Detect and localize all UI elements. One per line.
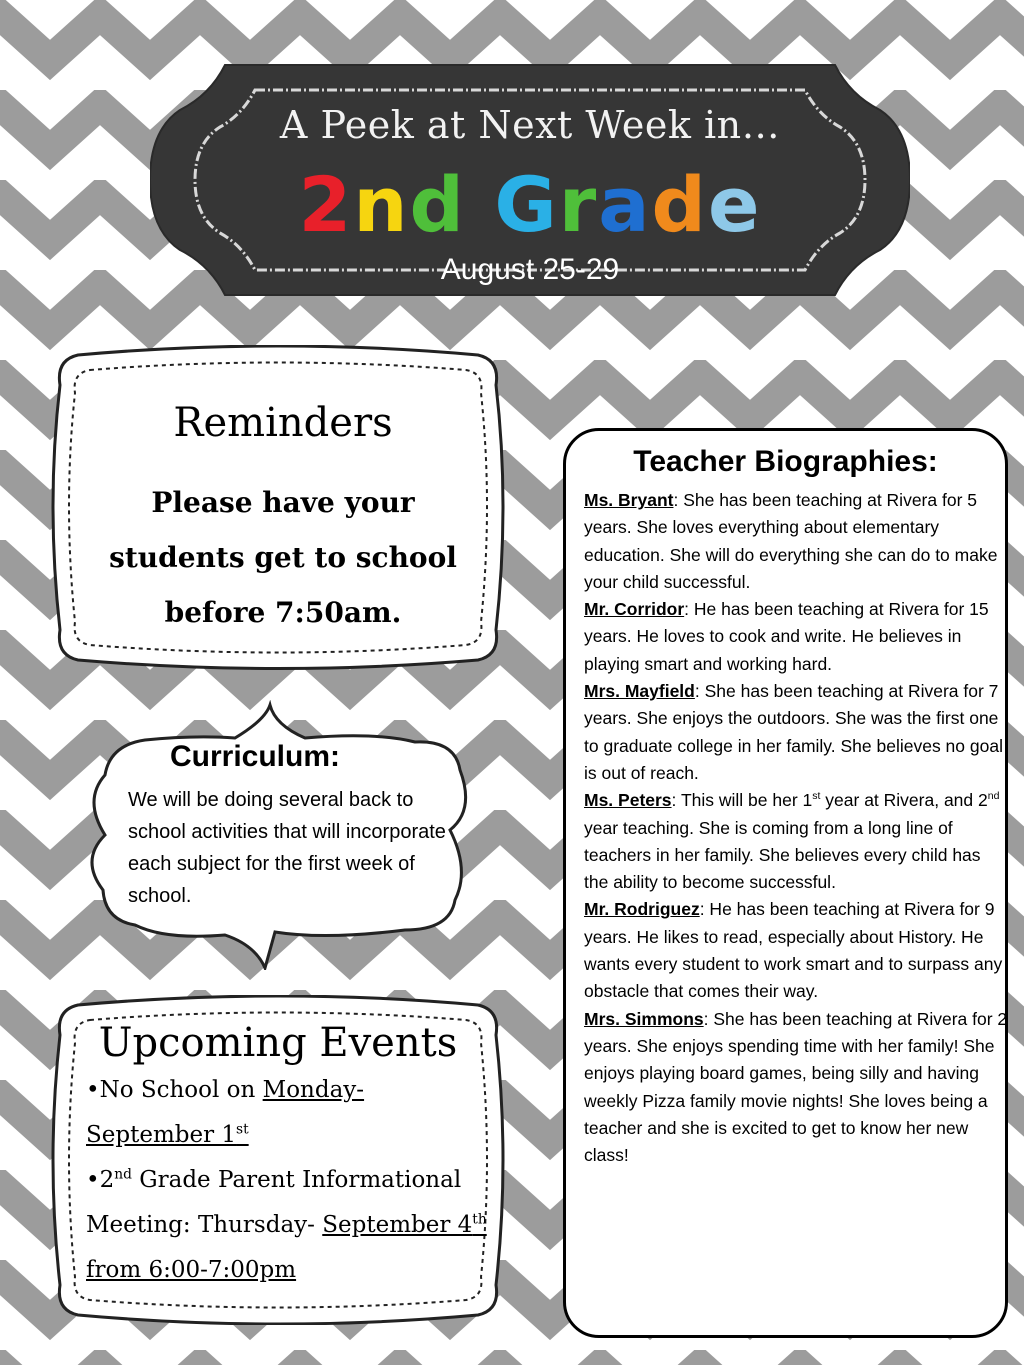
bio-name-peters: Ms. Peters — [584, 790, 672, 811]
event-2-time: from 6:00-7:00pm — [86, 1257, 297, 1283]
bio-text-bryant: : She has been teaching at Rivera for 5 years. She loves everything about elementary education. She will do everything she can do to make your child successful. — [584, 490, 998, 592]
bio-text-peters-a: : This will be her 1 — [671, 790, 813, 811]
event-1-text: •No School on — [86, 1077, 263, 1103]
event-parent-meeting — [86, 1158, 506, 1293]
grade-title — [150, 160, 910, 249]
grade-letter: r — [558, 160, 599, 249]
bio-text-peters-b: year at Rivera, and 2 — [820, 790, 988, 811]
grade-letter: d — [409, 160, 466, 249]
event-1-sup: st — [236, 1121, 249, 1138]
grade-letter — [466, 160, 494, 249]
events-title: Upcoming Events — [98, 1020, 458, 1066]
bio-text-rodriguez: : He has been teaching at Rivera for 9 years. He likes to read, especially about History. He wants every student to work smart and to surpass any obstacle that comes their way. — [584, 899, 1003, 1002]
week-date: August 25-29 — [440, 253, 620, 286]
event-1-date-b: September 1 — [86, 1122, 237, 1148]
bio-text-mayfield: : She has been teaching at Rivera for 7 years. She enjoys the outdoors. She was the first one to graduate college in her family. She believes no goal is out of reach. — [584, 681, 1003, 783]
bio-name-simmons: Mrs. Simmons — [584, 1008, 704, 1029]
reminders-frame — [48, 345, 508, 670]
event-no-school — [86, 1068, 506, 1158]
event-2-sup2: th — [472, 1211, 487, 1228]
bio-text-corridor: : He has been teaching at Rivera for 15 years. He loves to cook and write. He believes in playing smart and working hard. — [584, 599, 989, 674]
grade-letter: G — [494, 160, 559, 249]
grade-letter: n — [353, 160, 410, 249]
grade-letter: a — [598, 160, 652, 249]
bio-sup-peters-a: st — [812, 790, 821, 803]
bio-sup-peters-b: nd — [987, 790, 1000, 803]
bio-text-peters-c: year teaching. She is coming from a long line of teachers in her family. She believes every child has the ability to become successful. — [584, 817, 981, 893]
curriculum-body: We will be doing several back to school activities that will incorporate each subject for the first week of school. — [128, 789, 446, 907]
events-frame — [48, 995, 508, 1325]
bio-name-rodriguez: Mr. Rodriguez — [584, 899, 700, 920]
event-1-date-a: Monday- — [262, 1077, 365, 1103]
event-2-bullet: •2 — [86, 1167, 115, 1193]
teacher-bios-panel — [563, 428, 1008, 1338]
curriculum-cloud — [75, 700, 495, 970]
bio-name-bryant: Ms. Bryant — [584, 490, 674, 510]
header-subtitle: A Peek at Next Week in… — [279, 103, 781, 147]
bio-name-mayfield: Mrs. Mayfield — [584, 681, 695, 702]
reminders-body: Please have your students get to school before 7:50am. — [109, 486, 457, 629]
bio-text-simmons: : She has been teaching at Rivera for 2 years. She enjoys spending time with her family! She enjoys playing board games, being silly and having weekly Pizza family movie nights! She loves being a teacher and she is excited to get to know her new class! — [584, 1008, 1008, 1166]
curriculum-title: Curriculum: — [170, 740, 341, 773]
bio-name-corridor: Mr. Corridor — [584, 599, 685, 620]
grade-letter: 2 — [298, 160, 354, 249]
event-2-text: Grade Parent Informational — [131, 1167, 462, 1193]
event-2-line2: Meeting: Thursday- — [86, 1212, 323, 1238]
bios-text — [584, 487, 1009, 1169]
header-chalkboard — [150, 35, 910, 325]
reminders-title: Reminders — [173, 400, 393, 446]
event-2-date: September 4 — [322, 1212, 473, 1238]
bios-title: Teacher Biographies: — [633, 445, 938, 478]
grade-letter: e — [707, 160, 762, 249]
grade-letter: d — [651, 160, 708, 249]
event-2-sup1: nd — [114, 1166, 132, 1183]
